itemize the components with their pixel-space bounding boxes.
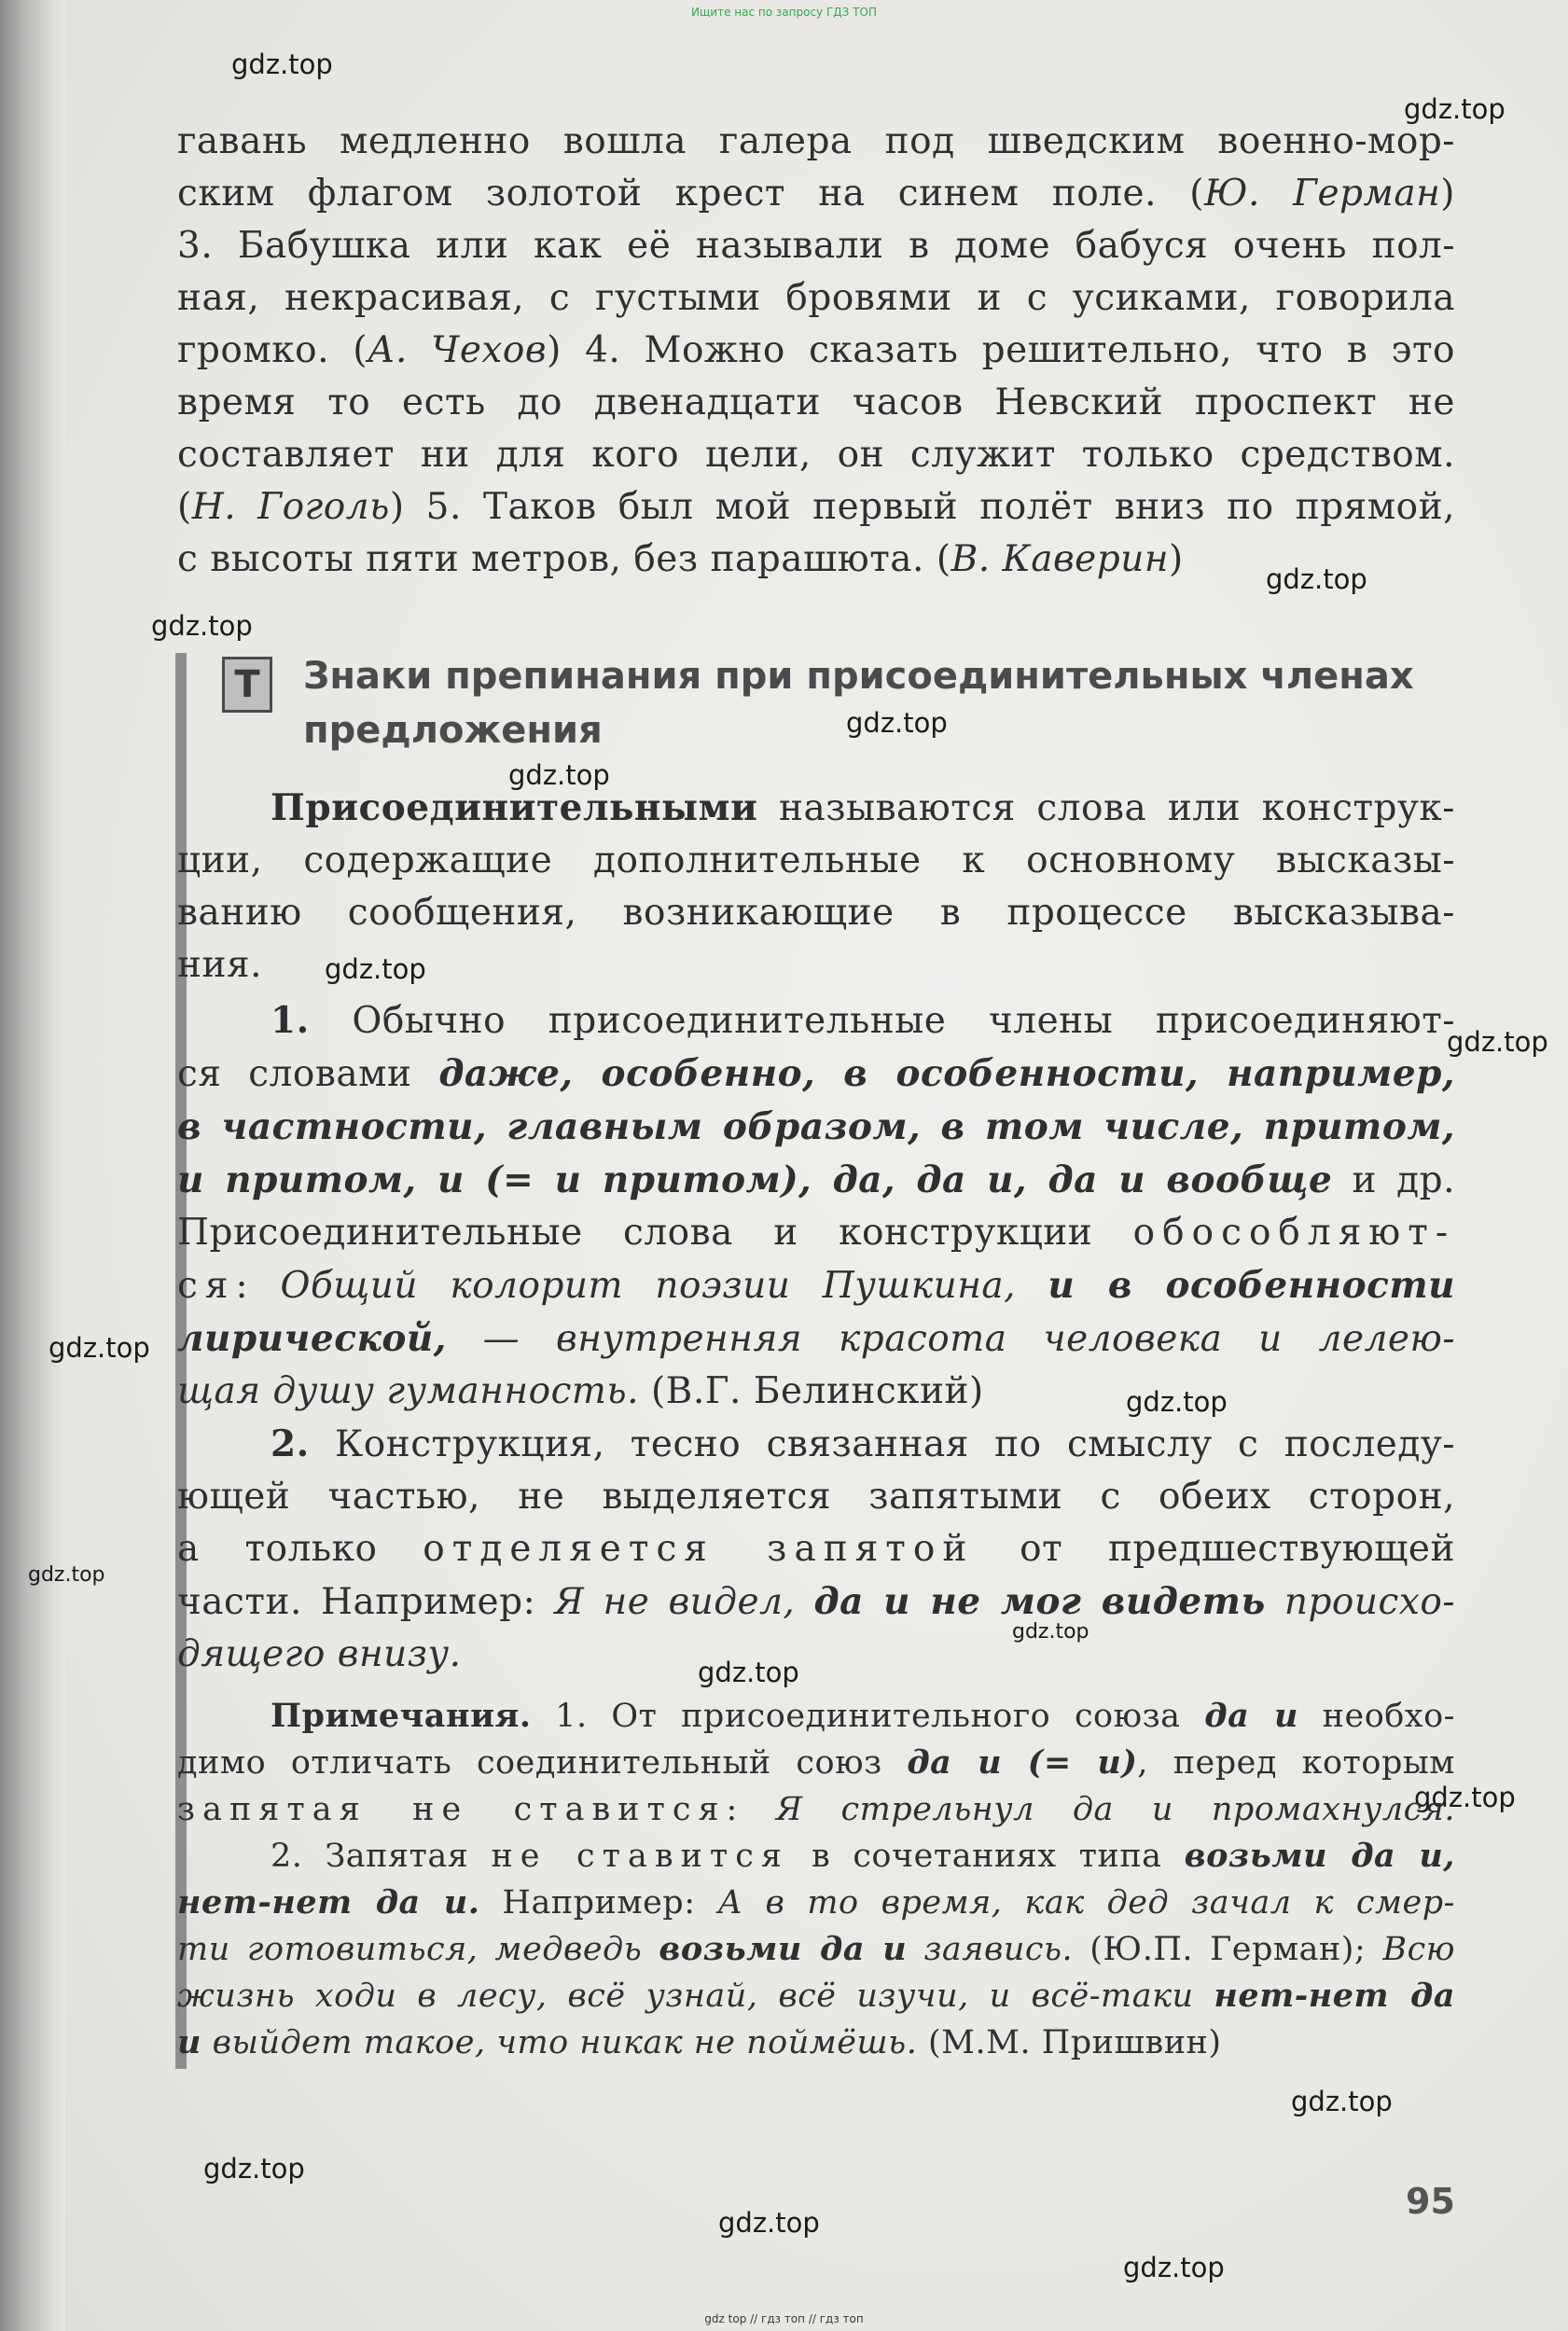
notes-block [177, 1693, 1455, 2066]
text-segment: А в то время, как дед зачал к смер- [717, 1884, 1455, 1922]
text-line [177, 1207, 1455, 1259]
text-segment: Я стрельнул да и промахнулся. [775, 1791, 1456, 1828]
text-segment: (М.М. Пришвин) [917, 2024, 1222, 2061]
text-segment: ющей частью, не выделяется запятыми с обеих сторон, [177, 1476, 1455, 1518]
text-segment: димо отличать соединительный союз [177, 1744, 908, 1782]
text-line [177, 272, 1455, 325]
text-segment: ) [1440, 173, 1456, 215]
text-segment: гавань медленно вошла галера под шведским военно-мор- [177, 120, 1455, 162]
text-line [177, 1786, 1455, 1833]
text-line [177, 220, 1455, 272]
watermark: gdz.top [1012, 1620, 1089, 1644]
text-line [177, 1926, 1455, 1973]
text-segment: в сочетаниях типа [788, 1838, 1185, 1875]
text-segment: а только [177, 1528, 423, 1570]
text-segment: с высоты пяти метров, без парашюта. ( [177, 538, 951, 580]
text-segment: Присоединительные слова и конструкции [177, 1212, 1133, 1254]
rule-point-1 [177, 994, 1455, 1418]
text-line [177, 1312, 1455, 1366]
text-segment: не ставится [491, 1838, 789, 1875]
text-line [177, 2019, 1455, 2066]
text-segment: да и [1204, 1697, 1298, 1735]
text-segment: громко. ( [177, 329, 368, 371]
text-line [177, 1101, 1455, 1154]
text-segment: обособляют- [1132, 1212, 1455, 1254]
text-segment: называются слова или конструк- [757, 787, 1455, 829]
text-segment: Я не видел, [554, 1581, 814, 1623]
text-segment: жизнь ходи в лесу, всё узнай, всё изучи, и всё-таки [177, 1977, 1214, 2015]
text-line [177, 1366, 1455, 1418]
text-segment: лирической, [177, 1317, 447, 1360]
text-segment: Всю [1382, 1931, 1456, 1968]
watermark: gdz.top [203, 2153, 305, 2185]
text-segment: А. Чехов [367, 329, 548, 371]
text-segment: и в особенности [1048, 1264, 1455, 1307]
text-segment: выйдет такое, что никак не поймёшь. [201, 2024, 918, 2061]
text-segment: ) 4. Можно сказать решительно, что в это [547, 329, 1456, 371]
text-segment: , перед которым [1137, 1744, 1455, 1782]
text-segment: 1. От присоединительного союза [531, 1698, 1205, 1735]
text-segment: отделяется запятой [423, 1528, 975, 1570]
text-line [177, 325, 1455, 377]
text-segment: щая душу гуманность. [177, 1370, 640, 1412]
text-segment: ции, содержащие дополнительные к основному высказы- [177, 839, 1455, 881]
watermark: gdz.top [151, 610, 253, 642]
theory-icon: Т [222, 657, 272, 713]
text-line [177, 1154, 1455, 1207]
text-line [177, 1048, 1455, 1101]
text-segment: Обычно присоединительные члены присоединяют- [309, 1000, 1455, 1042]
watermark: gdz.top [49, 1332, 150, 1364]
text-segment: 2. [271, 1422, 310, 1465]
text-segment: и др. [1332, 1159, 1455, 1201]
text-line [177, 994, 1455, 1048]
watermark: gdz.top [698, 1657, 799, 1688]
page-number: 95 [1406, 2181, 1455, 2222]
text-segment: даже, особенно, в особенности, например, [438, 1052, 1455, 1095]
text-segment: Например: [479, 1884, 718, 1922]
text-segment: происхо- [1265, 1581, 1456, 1623]
text-segment: 1. [271, 999, 310, 1042]
text-segment: Н. Гоголь [191, 486, 390, 528]
watermark: gdz.top [231, 49, 333, 80]
text-line [177, 1880, 1455, 1926]
intro-paragraph [177, 116, 1455, 586]
watermark: gdz.top [1447, 1026, 1548, 1058]
text-segment: 2. Запятая [271, 1838, 492, 1875]
text-segment: 3. Бабушка или как её называли в доме бабуся очень пол- [177, 225, 1455, 267]
text-line [177, 1418, 1455, 1471]
text-segment: ванию сообщения, возникающие в процессе высказыва- [177, 892, 1455, 934]
watermark: gdz.top [1414, 1782, 1516, 1813]
text-segment: (Ю.П. Герман); [1073, 1931, 1383, 1968]
text-segment: : [726, 1791, 776, 1828]
text-segment: от предшествующей [974, 1528, 1455, 1570]
text-segment: Общий колорит поэзии Пушкина, [280, 1265, 1048, 1307]
text-line [177, 1575, 1455, 1629]
watermark: gdz.top [1266, 563, 1367, 595]
text-segment: в частности, главным образом, в том числе, притом, [177, 1105, 1455, 1148]
text-segment: ) 5. Таков был мой первый полёт вниз по прямой, [389, 486, 1455, 528]
text-line [177, 168, 1455, 220]
text-segment: ния. [177, 944, 262, 986]
text-line [177, 1833, 1455, 1880]
text-segment: нет-нет да [1214, 1977, 1456, 2015]
text-segment: части. Например: [177, 1581, 555, 1623]
text-line [177, 1693, 1455, 1740]
text-segment: (В.Г. Белинский) [639, 1370, 984, 1412]
watermark: gdz.top [1123, 2252, 1225, 2283]
text-segment: ся [177, 1265, 236, 1307]
text-segment: возьми да и, [1184, 1837, 1455, 1875]
watermark: gdz.top [28, 1563, 105, 1587]
text-line [177, 481, 1455, 534]
text-line [177, 429, 1455, 481]
text-segment: необхо- [1297, 1698, 1455, 1735]
book-spine-shadow [0, 0, 65, 2331]
rule-heading: Знаки препинания при присоединительных членах предложения [303, 655, 1414, 752]
text-segment: ( [177, 486, 192, 528]
watermark: gdz.top [325, 953, 426, 985]
text-segment: заявись. [907, 1931, 1074, 1968]
text-segment: Примечания. [271, 1697, 532, 1735]
text-segment: и [177, 2023, 201, 2061]
text-line [177, 534, 1455, 586]
text-segment: и притом, и (= и притом), да, да и, да и вообще [177, 1159, 1333, 1201]
text-segment: возьми да и [659, 1930, 908, 1968]
text-line [177, 1973, 1455, 2019]
text-line [177, 939, 1455, 992]
text-line [177, 1523, 1455, 1575]
text-segment: нет-нет да и. [177, 1883, 480, 1922]
text-line [177, 1471, 1455, 1523]
text-line [177, 1629, 1455, 1681]
text-line [177, 887, 1455, 939]
watermark: gdz.top [1404, 93, 1506, 125]
text-segment: да и (= и) [907, 1743, 1138, 1782]
text-segment: ским флагом золотой крест на синем поле. ( [177, 173, 1204, 215]
text-segment: дящего внизу. [177, 1633, 462, 1675]
text-segment: Ю. Герман [1203, 173, 1441, 215]
text-segment: составляет ни для кого цели, он служит только средством. [177, 434, 1455, 476]
watermark: gdz.top [508, 759, 610, 791]
text-segment: В. Каверин [951, 538, 1170, 580]
rule-point-2 [177, 1418, 1455, 1681]
text-segment: Конструкция, тесно связанная по смыслу с последу- [309, 1423, 1455, 1465]
watermark: gdz.top [718, 2207, 820, 2239]
text-segment: время то есть до двенадцати часов Невский проспект не [177, 382, 1455, 423]
text-segment: ся словами [177, 1053, 439, 1095]
footer-note: gdz top // гдз топ // гдз топ [704, 2312, 864, 2325]
text-line [177, 1740, 1455, 1786]
watermark: gdz.top [1291, 2086, 1393, 2117]
text-segment: Присоединительными [271, 786, 758, 829]
definition-paragraph [177, 782, 1455, 992]
header-note: Ищите нас по запросу ГДЗ ТОП [691, 6, 877, 19]
text-segment: ная, некрасивая, с густыми бровями и с усиками, говорила [177, 277, 1455, 319]
text-line [177, 835, 1455, 887]
text-segment: ти готовиться, медведь [177, 1931, 659, 1968]
text-line [177, 116, 1455, 168]
text-line [177, 377, 1455, 429]
text-segment: : [235, 1265, 281, 1307]
watermark: gdz.top [846, 707, 948, 739]
watermark: gdz.top [1126, 1386, 1228, 1418]
text-line [177, 782, 1455, 835]
text-segment: ) [1169, 538, 1184, 580]
text-segment: — внутренняя красота человека и лелею- [446, 1318, 1455, 1360]
text-segment: запятая не ставится [177, 1791, 727, 1828]
text-line [177, 1259, 1455, 1312]
text-segment: да и не мог видеть [813, 1580, 1266, 1623]
